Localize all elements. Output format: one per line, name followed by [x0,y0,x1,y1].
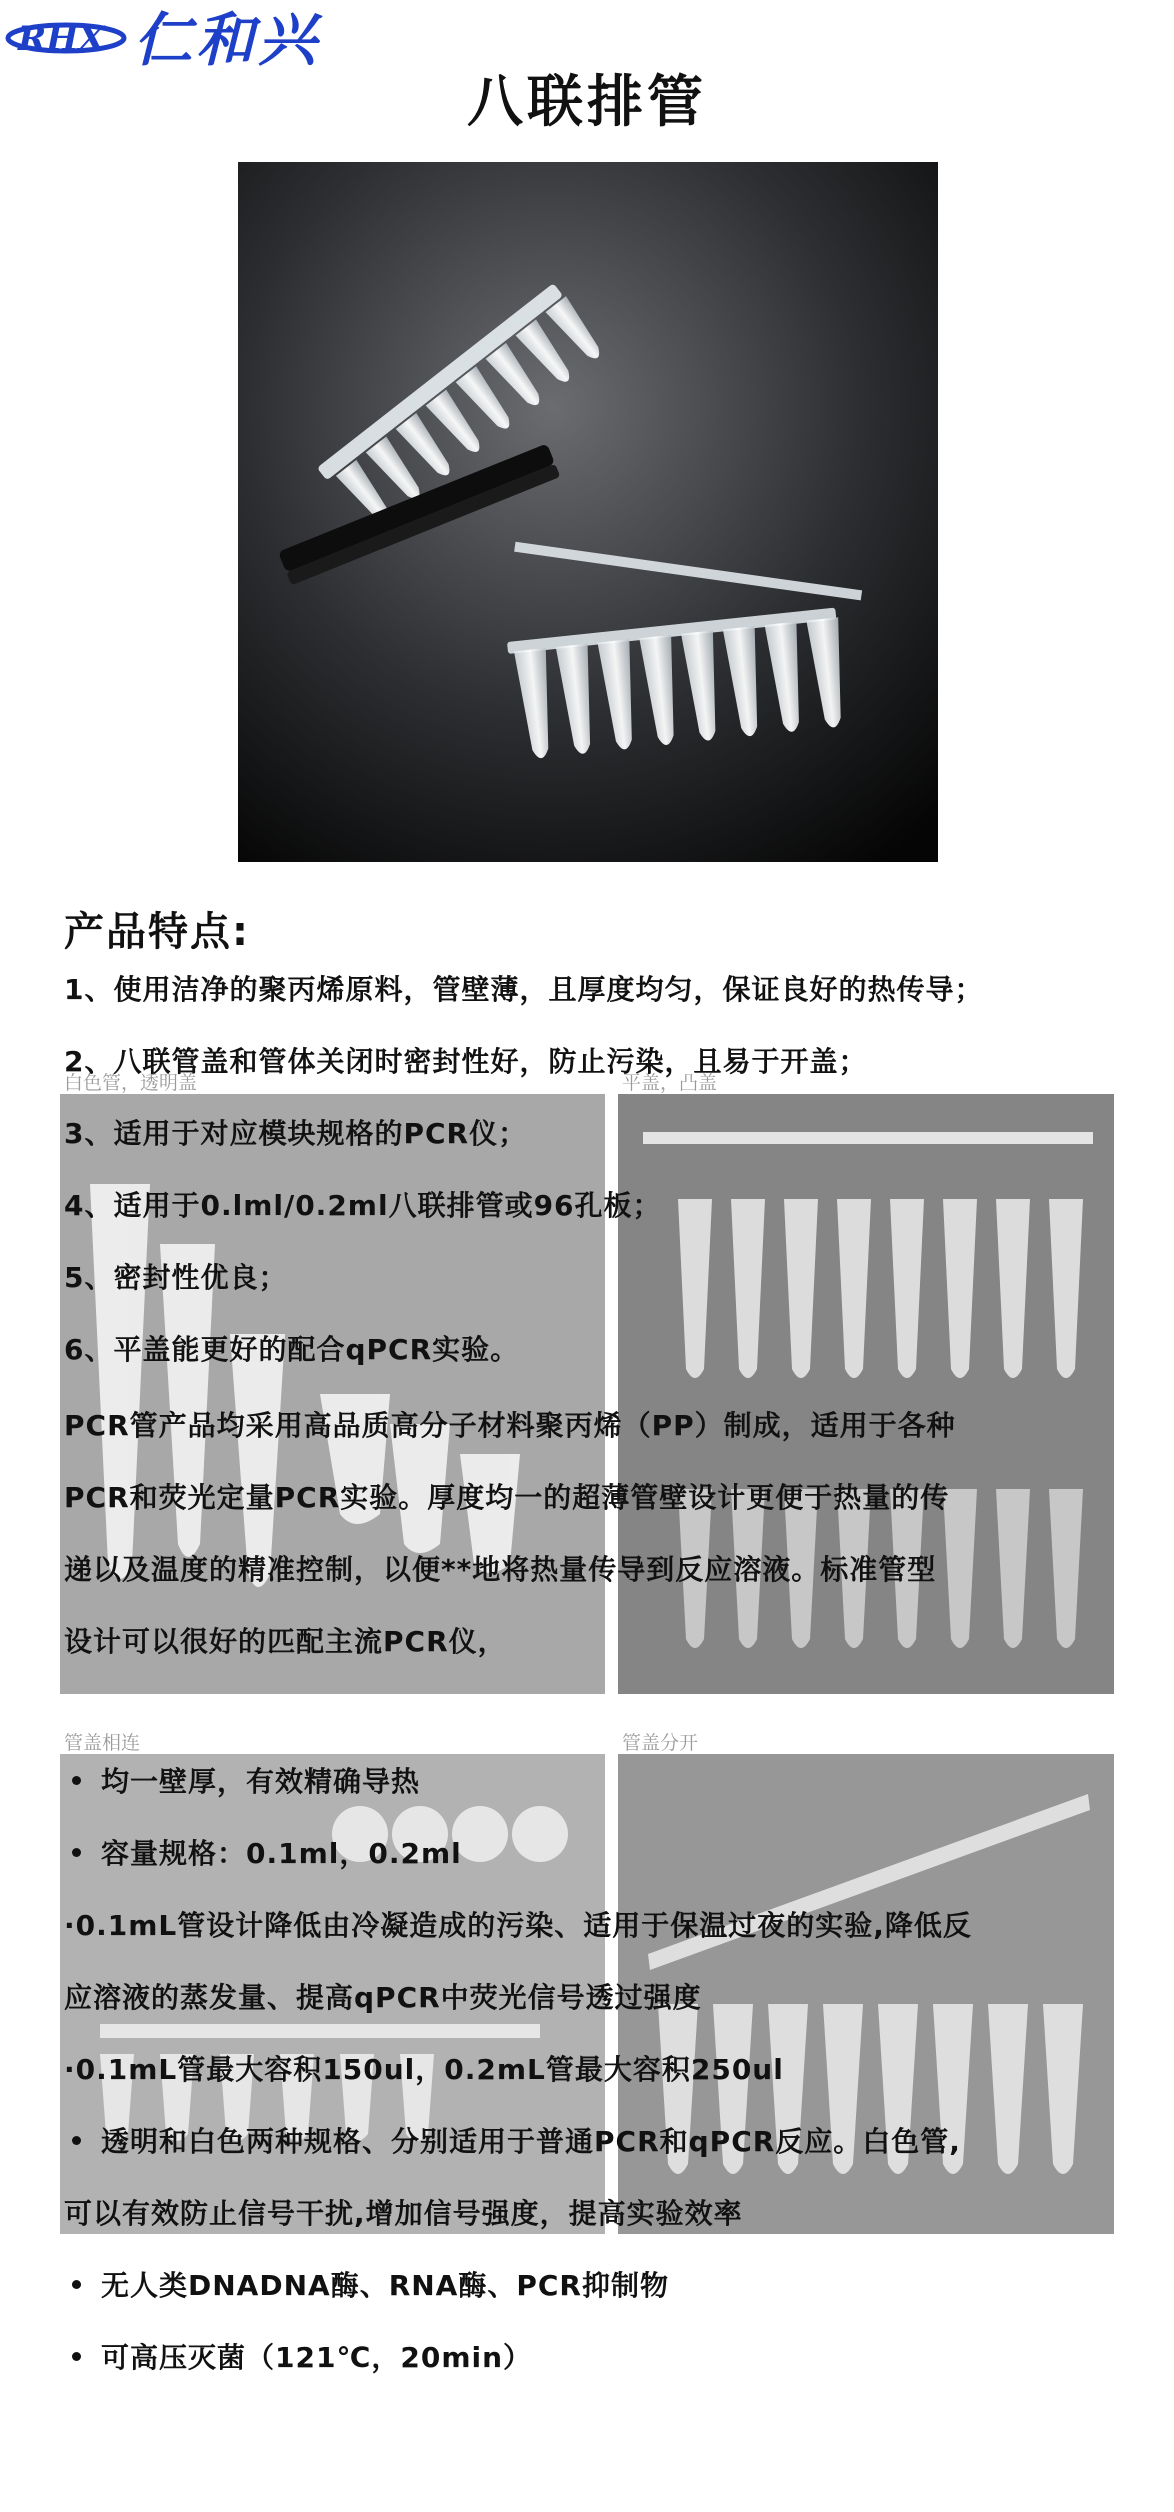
bullet-dot-icon [72,2280,81,2289]
description-line: 设计可以很好的匹配主流PCR仪， [64,1625,507,1658]
page-title: 八联排管 [467,70,707,135]
feature-item: 5、密封性优良； [64,1261,288,1294]
description-line: PCR和荧光定量PCR实验。厚度均一的超薄管壁设计更便于热量的传 [64,1481,950,1514]
panel-caption: 管盖分开 [622,1732,699,1754]
panel-white-tube [60,1070,605,1700]
features-heading: 产品特点: [64,909,250,955]
feature-item: 4、适用于0.lml/0.2ml八联排管或96孔板； [64,1189,662,1222]
spec-item: 均一壁厚，有效精确导热 [64,1760,420,1800]
bullet-dot-icon [72,2352,81,2361]
logo-mark-icon [8,19,124,59]
bullet-dot-icon [72,1848,81,1857]
spec-item: 无人类DNADNA酶、RNA酶、PCR抑制物 [64,2264,669,2304]
spec-item: ·0.1mL管最大容积150ul，0.2mL管最大容积250ul [64,2053,784,2086]
hero-product-photo [238,162,938,862]
feature-item: 3、适用于对应模块规格的PCR仪； [64,1117,528,1150]
panel-flat-cap [618,1070,1114,1700]
description-line: PCR管产品均采用高品质高分子材料聚丙烯（PP）制成，适用于各种 [64,1409,956,1442]
svg-text:RHX: RHX [18,19,105,59]
panel-caption: 平盖，凸盖 [622,1072,718,1094]
logo-text: 仁和兴 [134,6,321,70]
feature-item: 2、八联管盖和管体关闭时密封性好，防止污染，且易于开盖； [64,1045,868,1078]
flat-cap-photo [618,1094,1114,1694]
spec-item: 应溶液的蒸发量、提高qPCR中荧光信号透过强度 [64,1981,702,2014]
panel-caption: 管盖相连 [64,1732,141,1754]
bullet-dot-icon [72,2136,81,2145]
feature-item: 1、使用洁净的聚丙烯原料，管壁薄，且厚度均匀，保证良好的热传导； [64,973,984,1006]
spec-item: 可以有效防止信号干扰,增加信号强度，提高实验效率 [64,2197,743,2230]
spec-item: 透明和白色两种规格、分别适用于普通PCR和qPCR反应。白色管, [64,2120,961,2160]
spec-item: 可高压灭菌（121℃，20min） [64,2336,532,2376]
description-line: 递以及温度的精准控制，以便**地将热量传导到反应溶液。标准管型 [64,1553,937,1586]
panel-caption: 白色管，透明盖 [64,1072,198,1094]
spec-item: 容量规格：0.1ml，0.2ml [64,1832,462,1872]
bullet-dot-icon [72,1776,81,1785]
spec-item: ·0.1mL管设计降低由冷凝造成的污染、适用于保温过夜的实验,降低反 [64,1909,972,1942]
feature-item: 6、平盖能更好的配合qPCR实验。 [64,1333,520,1366]
